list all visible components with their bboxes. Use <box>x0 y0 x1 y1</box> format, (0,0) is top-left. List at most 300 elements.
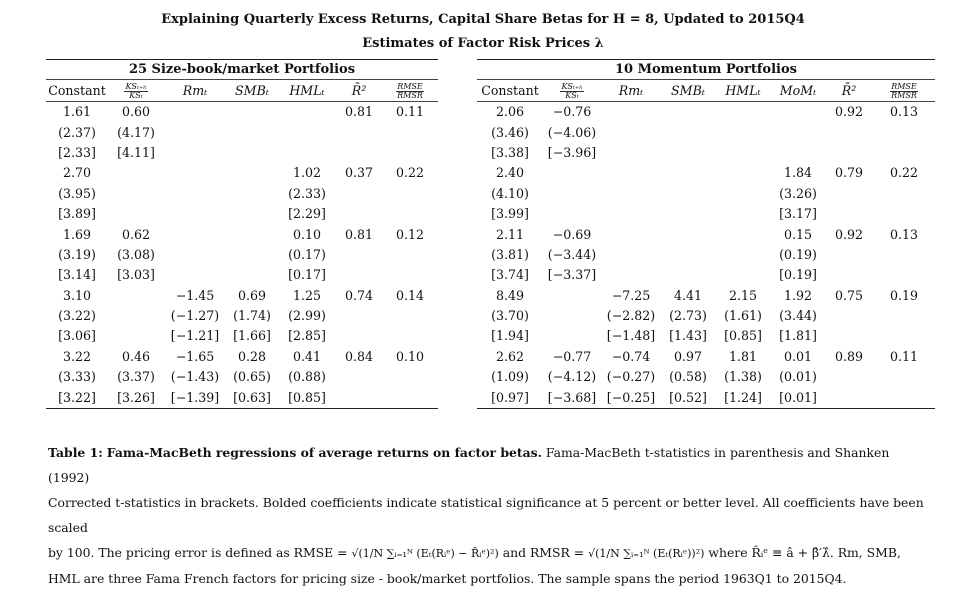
table-cell <box>715 224 771 244</box>
table-cell: [3.22] <box>46 387 108 408</box>
table-cell <box>226 102 278 123</box>
table-cell <box>108 204 164 224</box>
col-constant: Constant <box>477 80 543 102</box>
table-cell: 0.75 <box>834 287 864 303</box>
table-row <box>477 367 935 387</box>
table-cell: (−2.82) <box>606 308 656 324</box>
col-r2: R̄² <box>336 80 382 102</box>
table-cell <box>873 367 935 387</box>
table-cell <box>336 306 382 326</box>
col-rm: Rmₜ <box>601 80 661 102</box>
table-cell <box>715 204 771 224</box>
table-cell <box>108 163 164 183</box>
table-cell <box>164 122 226 142</box>
table-cell <box>164 265 226 285</box>
table-cell: 1.61 <box>62 104 92 120</box>
table-subtitle: Estimates of Factor Risk Prices λ <box>362 36 604 51</box>
table-cell <box>336 245 382 265</box>
table-cell <box>336 143 382 163</box>
table-cell: −1.65 <box>175 348 215 364</box>
caption-label: Table 1: <box>48 445 103 460</box>
table-cell: (3.37) <box>117 369 155 385</box>
table-cell: (1.38) <box>724 369 762 385</box>
table-cell: 1.25 <box>292 287 322 303</box>
table-cell <box>715 245 771 265</box>
table-cell: 0.15 <box>783 226 813 242</box>
table-row <box>46 122 438 142</box>
table-cell <box>336 265 382 285</box>
table-cell <box>825 265 873 285</box>
table-cell: (3.46) <box>491 124 529 140</box>
table-cell: (3.70) <box>491 308 529 324</box>
table-cell <box>108 306 164 326</box>
table-cell <box>715 184 771 204</box>
table-cell <box>873 143 935 163</box>
table-cell <box>164 184 226 204</box>
table-cell: 0.01 <box>783 348 813 364</box>
table-cell: [2.29] <box>288 206 326 222</box>
table-cell <box>771 122 825 142</box>
table-cell <box>226 245 278 265</box>
table-cell <box>543 204 601 224</box>
caption-bold-title: Fama-MacBeth regressions of average returns on factor betas. <box>106 445 542 460</box>
table-cell: [3.99] <box>491 206 529 222</box>
table-cell <box>601 204 661 224</box>
col-ks-ratio <box>108 80 164 102</box>
table-cell: 0.37 <box>344 165 374 181</box>
table-row <box>46 204 438 224</box>
table-cell: 0.69 <box>237 287 267 303</box>
table-cell <box>873 326 935 346</box>
table-cell: [0.01] <box>771 387 825 408</box>
table-cell <box>661 204 715 224</box>
table-cell: [3.17] <box>779 206 817 222</box>
table-cell <box>164 204 226 224</box>
table-cell <box>382 245 438 265</box>
table-cell: [3.89] <box>58 206 96 222</box>
table-cell: (3.19) <box>58 246 96 262</box>
col-ks-ratio <box>543 80 601 102</box>
table-cell: [0.17] <box>288 267 326 283</box>
table-cell <box>226 224 278 244</box>
table-cell: −0.77 <box>552 348 592 364</box>
table-title: Explaining Quarterly Excess Returns, Capital Share Betas for H = 8, Updated to 2015Q4 <box>161 12 805 27</box>
table-cell: [−3.96] <box>547 144 597 160</box>
table-cell <box>278 143 336 163</box>
table-cell <box>226 122 278 142</box>
table-cell <box>164 102 226 123</box>
table-cell <box>336 326 382 346</box>
table-cell <box>661 102 715 123</box>
table-cell <box>543 306 601 326</box>
table-cell: (1.74) <box>233 308 271 324</box>
table-row <box>477 286 935 306</box>
table-cell: (0.58) <box>669 369 707 385</box>
table-cell: 3.10 <box>62 287 92 303</box>
table-cell: (0.19) <box>779 246 817 262</box>
table-row <box>46 326 438 346</box>
table-cell <box>164 143 226 163</box>
ks-denominator: KSₜ <box>129 90 143 100</box>
table-cell: 2.40 <box>495 165 525 181</box>
rmse-numerator: RMSE <box>397 81 423 91</box>
table-cell: [1.24] <box>715 387 771 408</box>
table-cell <box>164 224 226 244</box>
table-cell: [0.97] <box>477 387 543 408</box>
col-r2: R̄² <box>825 80 873 102</box>
table-row <box>46 286 438 306</box>
table-row <box>46 184 438 204</box>
table-cell <box>601 265 661 285</box>
table-cell <box>382 184 438 204</box>
table-cell: (0.01) <box>779 369 817 385</box>
table-cell <box>873 265 935 285</box>
table-cell <box>825 143 873 163</box>
table-cell: 8.49 <box>495 287 525 303</box>
table-cell: 0.84 <box>344 348 374 364</box>
table-row <box>477 347 935 367</box>
table-cell: [3.03] <box>117 267 155 283</box>
table-cell: (2.73) <box>669 308 707 324</box>
table-cell <box>825 204 873 224</box>
table-cell: 0.60 <box>121 104 151 120</box>
table-cell <box>108 184 164 204</box>
table-cell: 0.10 <box>292 226 322 242</box>
table-cell: [0.52] <box>661 387 715 408</box>
table-cell <box>715 102 771 123</box>
table-cell: 0.14 <box>395 287 425 303</box>
table-cell <box>661 224 715 244</box>
table-cell: (2.33) <box>288 185 326 201</box>
table-row <box>477 122 935 142</box>
table-row <box>477 326 935 346</box>
size-bm-table <box>46 59 438 409</box>
caption-line-3 <box>48 540 928 566</box>
table-cell: 0.81 <box>344 104 374 120</box>
table-cell: −7.25 <box>611 287 651 303</box>
table-cell: [0.19] <box>779 267 817 283</box>
table-row <box>477 102 935 123</box>
rmse-numerator: RMSE <box>891 81 917 91</box>
size-bm-panel <box>46 59 438 409</box>
table-cell <box>336 204 382 224</box>
table-cell <box>661 122 715 142</box>
table-cell: 0.19 <box>889 287 919 303</box>
table-cell: [0.63] <box>226 387 278 408</box>
col-hml: HMLₜ <box>278 80 336 102</box>
table-cell <box>226 163 278 183</box>
table-cell: −0.76 <box>552 104 592 120</box>
rmsr-denominator: RMSR <box>397 90 423 100</box>
rmse-formula: √(1/N ∑ᵢ₌₁ᴺ (Eₜ(Rᵢᵉ) − R̂ᵢᵉ)²) <box>351 547 499 560</box>
table-cell <box>543 163 601 183</box>
table-cell: 4.41 <box>673 287 703 303</box>
table-cell <box>715 122 771 142</box>
table-cell <box>278 102 336 123</box>
table-cell <box>715 163 771 183</box>
caption-line-4: HML are three Fama French factors for pricing size - book/market portfolios. The sample spans the period 1963Q1 to 2015Q4. <box>48 571 847 586</box>
table-cell <box>661 245 715 265</box>
table-cell: (2.37) <box>58 124 96 140</box>
table-cell <box>825 122 873 142</box>
caption-line-1 <box>48 440 928 490</box>
col-rm: Rmₜ <box>164 80 226 102</box>
table-cell: [1.66] <box>233 328 271 344</box>
table-cell: 0.46 <box>121 348 151 364</box>
table-row <box>46 367 438 387</box>
table-cell <box>108 326 164 346</box>
table-row <box>477 184 935 204</box>
table-cell: 1.81 <box>728 348 758 364</box>
table-cell <box>601 143 661 163</box>
table-cell <box>771 143 825 163</box>
table-cell: 0.13 <box>889 104 919 120</box>
col-rmse-rmsr <box>873 80 935 102</box>
momentum-table <box>477 59 935 409</box>
table-cell: −0.74 <box>611 348 651 364</box>
table-cell: 0.22 <box>395 165 425 181</box>
table-cell: (−0.27) <box>606 369 656 385</box>
table-cell <box>382 143 438 163</box>
table-cell: 0.62 <box>121 226 151 242</box>
caption-text: Fama-MacBeth t-statistics in parenthesis and Shanken (1992) <box>48 445 890 485</box>
table-cell <box>661 143 715 163</box>
table-row <box>46 163 438 183</box>
table-row <box>46 387 438 408</box>
table-cell: [2.85] <box>288 328 326 344</box>
table-cell <box>661 163 715 183</box>
table-cell <box>336 387 382 408</box>
table-row <box>477 163 935 183</box>
table-cell: 0.92 <box>834 104 864 120</box>
table-cell: (3.22) <box>58 308 96 324</box>
table-cell <box>601 102 661 123</box>
table-cell: [2.33] <box>58 144 96 160</box>
table-cell: [−3.68] <box>543 387 601 408</box>
table-cell <box>873 184 935 204</box>
table-cell: (−1.43) <box>170 369 220 385</box>
table-cell <box>873 245 935 265</box>
table-cell <box>601 245 661 265</box>
table-cell <box>543 326 601 346</box>
ks-denominator: KSₜ <box>565 90 579 100</box>
table-cell: [3.38] <box>491 144 529 160</box>
table-cell <box>336 184 382 204</box>
table-cell: (0.88) <box>288 369 326 385</box>
table-cell: −0.69 <box>552 226 592 242</box>
table-cell: [0.85] <box>724 328 762 344</box>
table-cell <box>873 306 935 326</box>
panel-title: 25 Size-book/market Portfolios <box>46 60 438 80</box>
table-cell <box>873 122 935 142</box>
table-cell: 0.13 <box>889 226 919 242</box>
table-cell: 2.62 <box>495 348 525 364</box>
table-cell <box>873 387 935 408</box>
table-row <box>46 102 438 123</box>
table-cell <box>661 265 715 285</box>
table-cell <box>226 143 278 163</box>
table-row <box>477 204 935 224</box>
table-cell: 0.89 <box>834 348 864 364</box>
table-cell <box>382 367 438 387</box>
table-cell: 0.81 <box>344 226 374 242</box>
table-row <box>477 245 935 265</box>
table-cell: 0.12 <box>395 226 425 242</box>
table-cell: 0.92 <box>834 226 864 242</box>
table-cell: 0.22 <box>889 165 919 181</box>
table-cell: 1.92 <box>783 287 813 303</box>
table-cell: (−4.06) <box>547 124 597 140</box>
caption-line-2: Corrected t-statistics in brackets. Bolded coefficients indicate statistical significance at 5 percent or better level. All coefficients have been scaled <box>48 495 924 535</box>
table-cell <box>873 204 935 224</box>
table-cell <box>825 326 873 346</box>
table-cell: (4.10) <box>491 185 529 201</box>
table-cell <box>336 122 382 142</box>
table-cell: (−1.27) <box>170 308 220 324</box>
caption-text: and RMSR = <box>502 545 585 560</box>
table-cell: (4.17) <box>117 124 155 140</box>
table-cell: [3.26] <box>108 387 164 408</box>
table-cell: [3.14] <box>58 267 96 283</box>
table-cell: [−1.48] <box>606 328 656 344</box>
table-row <box>477 265 935 285</box>
table-cell <box>601 163 661 183</box>
table-cell: 2.11 <box>495 226 525 242</box>
table-cell: 1.69 <box>62 226 92 242</box>
table-cell <box>108 286 164 306</box>
col-rmse-rmsr <box>382 80 438 102</box>
table-cell: [−1.39] <box>164 387 226 408</box>
table-cell: 1.84 <box>783 165 813 181</box>
table-cell <box>336 367 382 387</box>
col-hml: HMLₜ <box>715 80 771 102</box>
table-row <box>477 387 935 408</box>
table-cell <box>715 143 771 163</box>
table-cell <box>825 367 873 387</box>
table-cell <box>382 122 438 142</box>
table-cell: 0.11 <box>889 348 919 364</box>
table-cell: [−1.21] <box>170 328 220 344</box>
table-cell: [3.74] <box>491 267 529 283</box>
momentum-body <box>477 102 935 409</box>
table-cell: (3.95) <box>58 185 96 201</box>
table-cell <box>382 326 438 346</box>
table-cell <box>543 184 601 204</box>
table-cell: (2.99) <box>288 308 326 324</box>
table-cell: 1.02 <box>292 165 322 181</box>
table-row <box>46 245 438 265</box>
table-cell <box>382 306 438 326</box>
table-cell: [0.85] <box>278 387 336 408</box>
table-cell <box>382 265 438 285</box>
table-cell <box>543 286 601 306</box>
table-row <box>46 347 438 367</box>
table-cell: 0.74 <box>344 287 374 303</box>
table-cell <box>825 306 873 326</box>
rmsr-formula: √(1/N ∑ᵢ₌₁ᴺ (Eₜ(Rᵢᵉ))²) <box>588 547 705 560</box>
table-cell: 0.10 <box>395 348 425 364</box>
table-cell <box>601 224 661 244</box>
table-cell <box>771 102 825 123</box>
table-cell: 0.11 <box>395 104 425 120</box>
table-cell: [−3.37] <box>547 267 597 283</box>
table-cell: (1.61) <box>724 308 762 324</box>
table-cell: [1.94] <box>491 328 529 344</box>
table-cell <box>601 184 661 204</box>
table-cell <box>382 387 438 408</box>
table-cell <box>278 122 336 142</box>
table-cell <box>226 204 278 224</box>
momentum-panel <box>477 59 935 409</box>
table-cell <box>164 245 226 265</box>
table-row <box>46 143 438 163</box>
table-row <box>46 306 438 326</box>
table-cell: [−0.25] <box>601 387 661 408</box>
table-cell: (0.65) <box>233 369 271 385</box>
table-cell: (3.33) <box>58 369 96 385</box>
table-cell: 2.06 <box>495 104 525 120</box>
table-cell <box>601 122 661 142</box>
ks-numerator: KSₜ₊ₕ <box>561 81 583 91</box>
table-cell: [1.81] <box>779 328 817 344</box>
table-row <box>477 306 935 326</box>
table-row <box>46 224 438 244</box>
table-cell: 0.97 <box>673 348 703 364</box>
table-cell: 0.79 <box>834 165 864 181</box>
table-cell: (−3.44) <box>547 246 597 262</box>
panel-title: 10 Momentum Portfolios <box>477 60 935 80</box>
size-bm-body <box>46 102 438 409</box>
table-cell: [1.43] <box>669 328 707 344</box>
table-cell: (−4.12) <box>547 369 597 385</box>
table-cell <box>825 184 873 204</box>
table-caption <box>48 440 928 591</box>
caption-text: by 100. The pricing error is defined as RMSE = <box>48 545 348 560</box>
table-cell <box>825 387 873 408</box>
table-cell <box>226 184 278 204</box>
table-cell: 3.22 <box>62 348 92 364</box>
table-cell: 0.28 <box>237 348 267 364</box>
table-cell: −1.45 <box>175 287 215 303</box>
table-cell <box>661 184 715 204</box>
table-cell <box>382 204 438 224</box>
col-smb: SMBₜ <box>661 80 715 102</box>
caption-text: where R̂ᵢᵉ ≡ â + β̂′λ̂. Rm, SMB, <box>708 545 901 560</box>
table-cell: [3.06] <box>58 328 96 344</box>
table-cell: 0.41 <box>292 348 322 364</box>
col-smb: SMBₜ <box>226 80 278 102</box>
rmsr-denominator: RMSR <box>891 90 917 100</box>
table-cell: (0.17) <box>288 246 326 262</box>
ks-numerator: KSₜ₊ₕ <box>125 81 147 91</box>
table-cell <box>164 163 226 183</box>
table-cell: (3.26) <box>779 185 817 201</box>
col-constant: Constant <box>46 80 108 102</box>
table-cell: 2.70 <box>62 165 92 181</box>
table-cell <box>226 265 278 285</box>
table-cell: 2.15 <box>728 287 758 303</box>
table-cell: (1.09) <box>491 369 529 385</box>
table-cell <box>825 245 873 265</box>
table-cell: (3.08) <box>117 246 155 262</box>
table-cell: [4.11] <box>117 144 155 160</box>
table-cell: (3.44) <box>779 308 817 324</box>
table-row <box>477 224 935 244</box>
table-cell <box>715 265 771 285</box>
table-cell: (3.81) <box>491 246 529 262</box>
col-mom: MoMₜ <box>771 80 825 102</box>
table-row <box>477 143 935 163</box>
